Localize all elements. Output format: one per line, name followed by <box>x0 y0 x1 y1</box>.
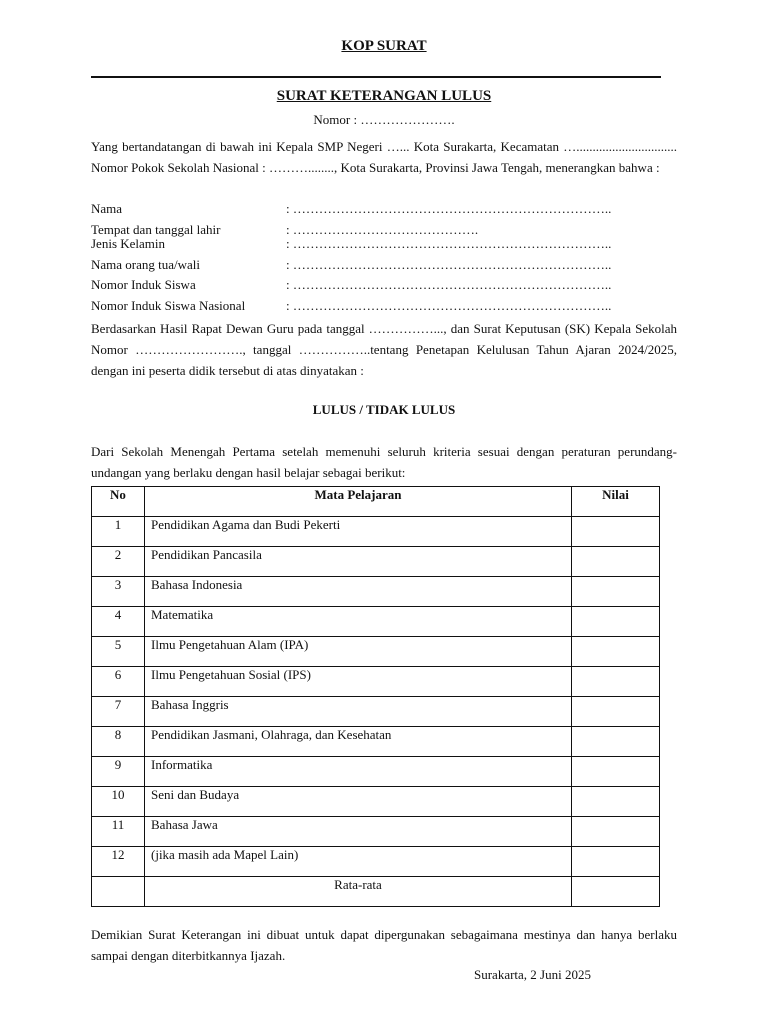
row-subject: Pendidikan Jasmani, Olahraga, dan Kesehatan <box>145 727 572 757</box>
field-label-ttl: Tempat dan tanggal lahir <box>91 222 221 237</box>
row-subject: (jika masih ada Mapel Lain) <box>145 847 572 877</box>
row-score <box>572 757 660 787</box>
row-number: 4 <box>92 607 145 637</box>
header-no: No <box>92 487 145 517</box>
row-number: 1 <box>92 517 145 547</box>
letterhead-title: KOP SURAT <box>341 38 427 54</box>
graduation-status: LULUS / TIDAK LULUS <box>312 402 456 417</box>
row-subject: Ilmu Pengetahuan Sosial (IPS) <box>145 667 572 697</box>
average-value <box>572 877 660 907</box>
row-score <box>572 817 660 847</box>
field-label-nisn: Nomor Induk Siswa Nasional <box>91 298 246 313</box>
average-label: Rata-rata <box>145 877 572 907</box>
row-subject: Seni dan Budaya <box>145 787 572 817</box>
row-number: 7 <box>92 697 145 727</box>
letterhead-divider <box>91 76 661 78</box>
row-score <box>572 637 660 667</box>
field-value-nama: : ……………………………………………………………….. <box>286 201 612 216</box>
row-subject: Pendidikan Pancasila <box>145 547 572 577</box>
row-score <box>572 547 660 577</box>
average-row <box>92 877 660 907</box>
table-row <box>92 757 660 787</box>
field-value-ttl: : ……………………………………. <box>286 222 479 237</box>
table-row <box>92 817 660 847</box>
row-subject: Bahasa Inggris <box>145 697 572 727</box>
row-subject: Bahasa Jawa <box>145 817 572 847</box>
document-number: Nomor : …………………. <box>313 112 455 127</box>
sign-date: Surakarta, 2 Juni 2025 <box>474 967 591 982</box>
field-label-jenis-kelamin: Jenis Kelamin <box>91 236 166 251</box>
row-number: 8 <box>92 727 145 757</box>
average-no-cell <box>92 877 145 907</box>
table-row <box>92 727 660 757</box>
criteria-paragraph: Dari Sekolah Menengah Pertama setelah memenuhi seluruh kriteria sesuai dengan peraturan perundang-undangan yang berlaku dengan hasil belajar sebagai berikut: <box>91 444 677 480</box>
row-number: 6 <box>92 667 145 697</box>
table-row <box>92 547 660 577</box>
field-label-nama: Nama <box>91 201 123 216</box>
row-score <box>572 607 660 637</box>
row-subject: Matematika <box>145 607 572 637</box>
row-score <box>572 787 660 817</box>
row-score <box>572 697 660 727</box>
row-subject: Pendidikan Agama dan Budi Pekerti <box>145 517 572 547</box>
decision-paragraph: Berdasarkan Hasil Rapat Dewan Guru pada tanggal ……………..., dan Surat Keputusan (SK) Kepala Sekolah Nomor ……………………., tanggal ……………..tentang Penetapan Kelulusan Tahun Ajaran 2024/2025, dengan ini peserta didik tersebut di atas dinyatakan : <box>91 321 677 378</box>
table-row <box>92 667 660 697</box>
opening-paragraph: Yang bertandatangan di bawah ini Kepala SMP Negeri …... Kota Surakarta, Kecamatan …............................... Nomor Pokok Sekolah Nasional : ………........, Kota Surakarta, Provinsi Jawa Tengah, menerangkan bahwa : <box>91 139 677 175</box>
table-row <box>92 637 660 667</box>
table-row <box>92 787 660 817</box>
document-title: SURAT KETERANGAN LULUS <box>276 88 492 104</box>
table-row <box>92 577 660 607</box>
row-number: 3 <box>92 577 145 607</box>
row-subject: Informatika <box>145 757 572 787</box>
row-number: 11 <box>92 817 145 847</box>
row-number: 12 <box>92 847 145 877</box>
header-score: Nilai <box>572 487 660 517</box>
row-score <box>572 517 660 547</box>
row-number: 10 <box>92 787 145 817</box>
row-number: 9 <box>92 757 145 787</box>
grades-table <box>91 486 660 907</box>
table-row <box>92 607 660 637</box>
row-subject: Bahasa Indonesia <box>145 577 572 607</box>
field-value-nisn: : ……………………………………………………………….. <box>286 298 612 313</box>
field-value-jenis-kelamin: : ……………………………………………………………….. <box>286 236 612 251</box>
row-subject: Ilmu Pengetahuan Alam (IPA) <box>145 637 572 667</box>
field-value-nis: : ……………………………………………………………….. <box>286 277 612 292</box>
grades-table-body <box>92 517 660 877</box>
row-score <box>572 847 660 877</box>
row-score <box>572 667 660 697</box>
table-row <box>92 517 660 547</box>
field-label-orang-tua: Nama orang tua/wali <box>91 257 201 272</box>
row-score <box>572 577 660 607</box>
table-row <box>92 847 660 877</box>
field-value-orang-tua: : ……………………………………………………………….. <box>286 257 612 272</box>
row-score <box>572 727 660 757</box>
closing-paragraph: Demikian Surat Keterangan ini dibuat untuk dapat dipergunakan sebagaimana mestinya dan hanya berlaku sampai dengan diterbitkannya Ijazah. <box>91 927 677 963</box>
table-header-row <box>92 487 660 517</box>
row-number: 2 <box>92 547 145 577</box>
field-label-nis: Nomor Induk Siswa <box>91 277 196 292</box>
table-row <box>92 697 660 727</box>
header-subject: Mata Pelajaran <box>145 487 572 517</box>
row-number: 5 <box>92 637 145 667</box>
